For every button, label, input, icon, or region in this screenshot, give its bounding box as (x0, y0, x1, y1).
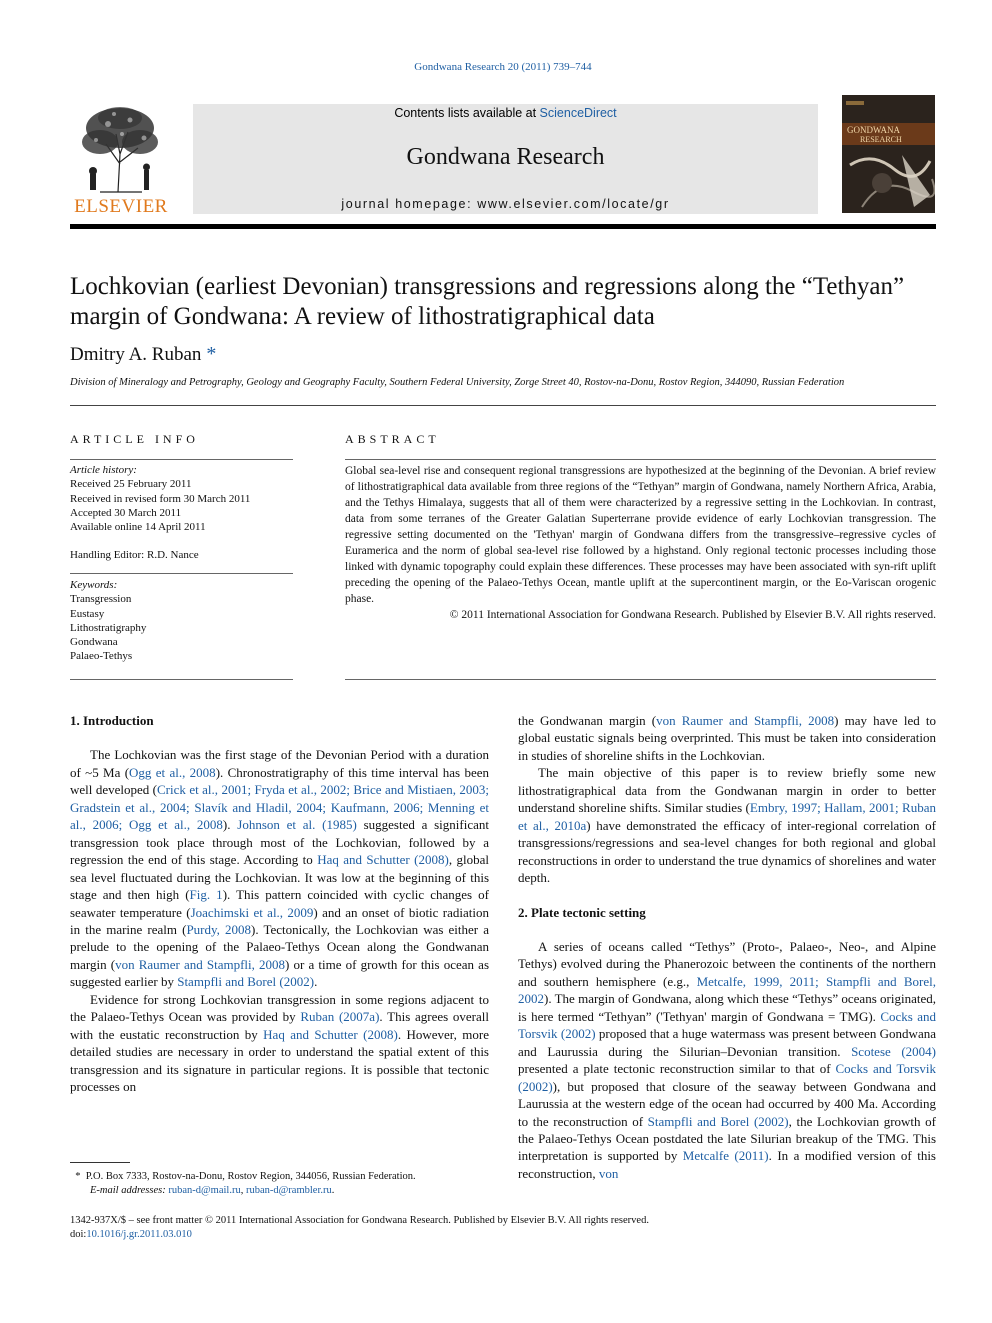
intro-paragraph-3 (518, 712, 936, 764)
citation-link[interactable]: von Raumer and Stampfli, 2008 (115, 956, 286, 972)
footnote-address-line (70, 1170, 510, 1184)
citation-link[interactable]: Embry, 1997; Hallam, 2001; Ruban et al., 2010a (518, 800, 936, 833)
journal-cover-image (842, 95, 935, 213)
right-column (518, 712, 936, 1182)
article-info-divider (70, 459, 293, 460)
abstract-body (345, 463, 936, 623)
keywords-block (70, 578, 293, 664)
paragraph-text: The Lochkovian was the first stage of the Devonian Period with a duration of ~5 Ma ( (70, 747, 489, 780)
paragraph-text: . In a modified version of this reconstruction, (518, 1148, 936, 1181)
citation-link[interactable]: Joachimski et al., 2009 (190, 904, 314, 920)
citation-link[interactable]: von (598, 1165, 619, 1181)
paragraph-text: ). The margin of Gondwana, along which these “Tethys” oceans originated, is here termed “Tethyan” ('Tethyan' margin of Gondwana = TMG). (518, 991, 936, 1024)
history-online: Available online 14 April 2011 (70, 521, 206, 534)
keywords-divider (70, 573, 293, 574)
citation-link[interactable]: Johnson et al. (1985) (237, 817, 357, 833)
author-line (70, 343, 216, 366)
paragraph-text: ) or a time of growth for this ocean as suggested earlier by (70, 956, 490, 990)
keyword-item: Lithostratigraphy (70, 621, 147, 634)
citation-link[interactable]: Purdy, 2008 (186, 921, 252, 937)
citation-link[interactable]: Metcalfe, 1999, 2011; Stampfli and Borel, 2002 (518, 973, 936, 1007)
citation-link[interactable]: Metcalfe (2011) (682, 1148, 769, 1164)
citation-link[interactable]: Cocks and Torsvik (2002) (518, 1061, 936, 1094)
keyword-item: Palaeo-Tethys (70, 650, 133, 663)
intro-paragraph-4 (518, 764, 936, 886)
paragraph-text: ), but proposed that closure of the seaway between Gondwana and Laurussia at the western edge of the ocean had occurred by 400 Ma. According to the reconstruction of (518, 1078, 936, 1129)
paragraph-text: proposed that a huge watermass was present between Gondwana and Laurussia during the Silurian–Devonian transition. (518, 1026, 936, 1059)
affiliation-divider (70, 405, 936, 406)
front-matter-note (70, 1214, 950, 1242)
cover-title-2: RESEARCH (860, 135, 902, 144)
author-name: Dmitry A. Ruban (70, 344, 202, 365)
paragraph-text: ). This pattern coincided with cyclic changes of seawater temperature ( (70, 887, 489, 920)
keyword-item: Eustasy (70, 607, 105, 620)
paragraph-text: . However, more detailed studies are necessary in order to understand the spatial extent of this transgression and its signature in particular regions. It is possible that tectonic processes on (70, 1026, 489, 1095)
paragraph-text: . (314, 974, 318, 990)
citation-link[interactable]: Stampfli and Borel (2002) (647, 1113, 789, 1129)
paragraph-text: ). Tectonically, the Lochkovian was either a prelude to the opening of the Palaeo-Tethys Ocean along the Gondwanan margin ( (70, 921, 490, 972)
doi-link[interactable]: 10.1016/j.gr.2011.03.010 (86, 1229, 192, 1240)
keyword-item: Transgression (70, 593, 132, 606)
paragraph-text: presented a plate tectonic reconstruction similar to that of (518, 1061, 836, 1077)
article-history-label: Article history: (70, 464, 137, 476)
paragraph-text: ) may have led to global eustatic signals being overprinted. This must be taken into consideration in studies of shoreline shifts in the Lochkovian. (518, 713, 936, 763)
keyword-item: Gondwana (70, 636, 118, 649)
footnote-mark: * (75, 1171, 81, 1182)
author-footnote-mark[interactable]: * (206, 343, 217, 365)
contents-prefix: Contents lists available at (394, 106, 540, 120)
citation-link[interactable]: von Raumer and Stampfli, 2008 (656, 713, 835, 728)
article-title-line1: Lochkovian (earliest Devonian) transgressions and regressions along the “Tethyan” (70, 273, 905, 300)
abstract-text: Global sea-level rise and consequent regional transgressions are hypothesized at the beginning of the Devonian. A brief review of lithostratigraphical data available from three regions of the “Tethyan” margin of Gondwana, namely Northern Africa, Arabia, and the Tethys Himalaya, suggests that all of them were characterized by a regressive setting in the Lochkovian. In contrast, data from some terranes of the Greater Galatian Superterrane provide evidence of early Lochkovian transgression. The regressive setting documented on the 'Tethyan' margin of Gondwana differs from the transgressive–regressive cycles of Euramerica and the norm of global sea-level rise followed by a highstand. Only regional tectonic processes including those linked with dynamic topography could explain these differences. These processes may have been associated with syn-rift uplift preceding the opening of the Palaeo-Tethys Ocean, mantle uplift at the supercontinent margin, or the Eo-Variscan orogenic phase. (345, 465, 936, 605)
paragraph-text: . This agrees overall with the eustatic reconstruction by (70, 1009, 489, 1042)
footnote-email-line: E-mail addresses: ruban-d@mail.ru, ruban-d@rambler.ru. (90, 1185, 335, 1196)
citation-link[interactable]: Haq and Schutter (2008) (317, 852, 449, 868)
paragraph-text: Evidence for strong Lochkovian transgression in some regions adjacent to the Palaeo-Tethys Ocean was provided by (70, 991, 489, 1025)
elsevier-wordmark: ELSEVIER (74, 196, 168, 217)
header-divider (70, 224, 936, 229)
paragraph-text: ). Chronostratigraphy of this time interval has been well developed ( (70, 764, 489, 798)
citation-link[interactable]: Stampfli and Borel (2002) (177, 974, 315, 990)
left-column (70, 712, 489, 1096)
paragraph-text: , the Lochkovian growth of the Palaeo-Tethys Ocean postdated the late Silurian breakup of the TMG. This interpretation is supported by (518, 1113, 936, 1164)
paragraph-text: ) have demonstrated the efficacy of inter-regional correlation of transgressions/regressions and sea-level changes for both regional and global reconstructions in order to understand the true dynamics of shorelines and water depth. (518, 817, 936, 886)
history-accepted: Accepted 30 March 2011 (70, 506, 182, 519)
abstract-bottom-divider (345, 679, 936, 680)
contents-line (193, 106, 818, 120)
citation-link[interactable]: Crick et al., 2001; Fryda et al., 2002; Brice and Mistiaen, 2003; Gradstein et al., 2004; Slavík and Hladil, 2004; Kaufmann, 2006; Menning et al., 2006; Ogg et al., 2008 (70, 782, 489, 833)
sciencedirect-link[interactable]: ScienceDirect (539, 106, 617, 120)
email-link-2[interactable]: ruban-d@rambler.ru (245, 1185, 332, 1196)
journal-citation[interactable]: Gondwana Research 20 (2011) 739–744 (414, 61, 592, 73)
citation-link[interactable]: Cocks and Torsvik (2002) (518, 1008, 936, 1042)
cover-title-1: GONDWANA (847, 125, 900, 135)
intro-paragraph-1 (70, 746, 489, 990)
paragraph-text: The main objective of this paper is to review briefly some new lithostratigraphical data from the Gondwanan margin in order to better understand shoreline shifts. Similar studies ( (518, 765, 936, 816)
author-affiliation: Division of Mineralogy and Petrography, Geology and Geography Faculty, Southern Federal University, Zorge Street 40, Rostov-na-Donu, Rostov Region, 344090, Russian Federation (70, 377, 845, 388)
abstract-copyright: © 2011 International Association for Gondwana Research. Published by Elsevier B.V. All rights reserved. (449, 609, 936, 621)
abstract-divider (345, 459, 936, 460)
footnote-address: P.O. Box 7333, Rostov-na-Donu, Rostov Region, 344056, Russian Federation. (85, 1171, 416, 1182)
paragraph-text: A series of oceans called “Tethys” (Proto-, Palaeo-, Neo-, and Alpine Tethys) evolved during the Phanerozoic between the continents of the northern and southern hemisphere (e.g., (518, 938, 936, 989)
citation-link[interactable]: Ruban (2007a) (300, 1009, 380, 1025)
article-title (70, 272, 950, 332)
citation-link[interactable]: Haq and Schutter (2008) (263, 1026, 398, 1042)
doi-label: doi: (70, 1229, 87, 1240)
journal-header (193, 104, 818, 214)
article-info-heading: ARTICLE INFO (70, 432, 199, 446)
journal-title: Gondwana Research (406, 144, 605, 170)
email-link-1[interactable]: ruban-d@mail.ru (168, 1185, 241, 1196)
section-heading-introduction: 1. Introduction (70, 713, 154, 728)
handling-editor: Handling Editor: R.D. Nance (70, 549, 199, 562)
history-received: Received 25 February 2011 (70, 478, 192, 491)
paragraph-text: suggested a significant transgression took place through most of the Lochkovian, followed by a regression the end of this stage. According to (70, 817, 490, 868)
citation-link[interactable]: Ogg et al., 2008 (129, 764, 216, 780)
journal-homepage[interactable]: journal homepage: www.elsevier.com/locate/gr (341, 197, 670, 211)
keywords-label: Keywords: (70, 579, 118, 591)
plate-paragraph-1 (518, 938, 936, 1182)
article-history (70, 463, 293, 563)
issn-line: 1342-937X/$ – see front matter © 2011 International Association for Gondwana Research. Published by Elsevier B.V. All rights reserved. (70, 1215, 649, 1226)
paragraph-text: , global sea level fluctuated during the Lochkovian. It was low at the beginning of this stage and then high ( (70, 852, 489, 903)
info-bottom-divider (70, 679, 293, 680)
citation-link[interactable]: Scotese (2004) (851, 1043, 936, 1059)
article-title-line2: margin of Gondwana: A review of lithostratigraphical data (70, 303, 655, 330)
doi-line (70, 1228, 950, 1242)
intro-paragraph-2 (70, 991, 489, 1096)
citation-link[interactable]: Fig. 1 (189, 887, 223, 903)
email-label: E-mail addresses: (90, 1185, 166, 1196)
footnote (70, 1170, 510, 1198)
history-revised: Received in revised form 30 March 2011 (70, 492, 251, 505)
section-heading-plate-tectonic: 2. Plate tectonic setting (518, 904, 646, 920)
abstract-heading: ABSTRACT (345, 432, 440, 446)
paragraph-text: ). (222, 817, 238, 833)
footnote-divider (70, 1162, 130, 1163)
paragraph-text: the Gondwanan margin ( (518, 713, 657, 728)
paragraph-text: ) and an onset of biotic radiation in the marine realm ( (70, 904, 490, 937)
